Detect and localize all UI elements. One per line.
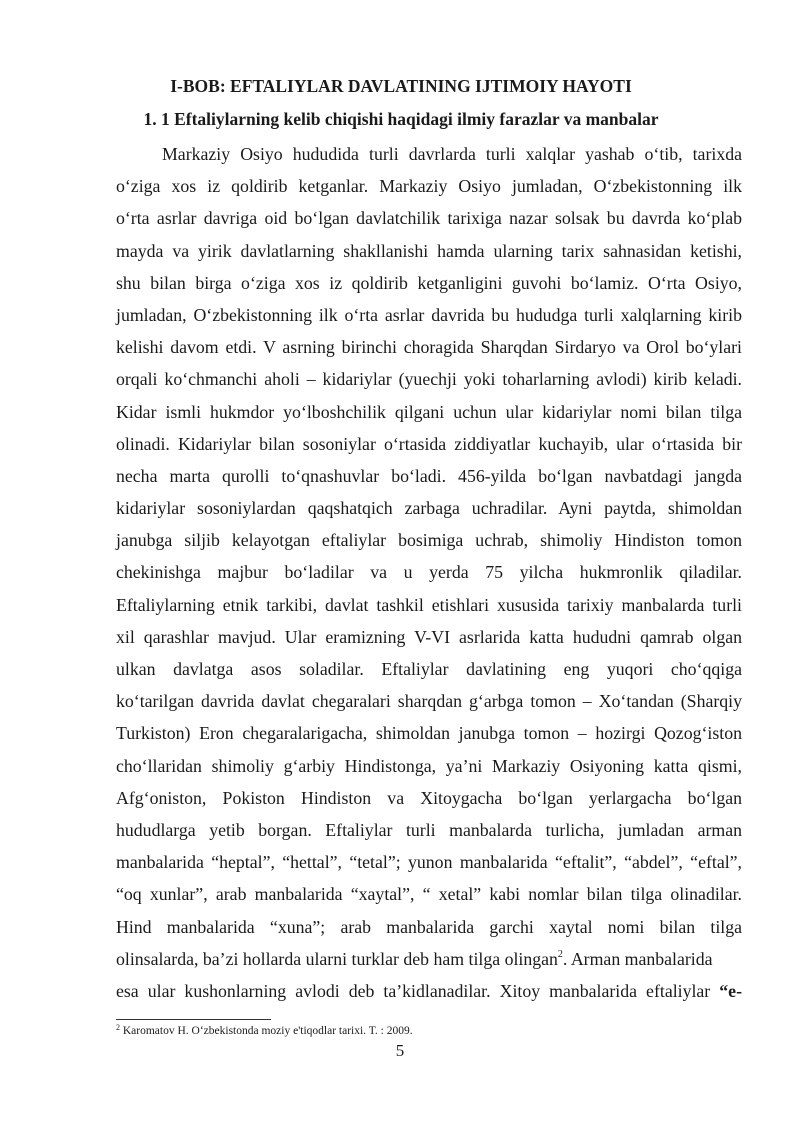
body-line: mayda va yirik davlatlarning shakllanishi hamda ularning tarix sahnasidan ketishi, xyxy=(116,240,742,261)
body-line: chekinishga majbur bo‘ladilar va u yerda 75 yilcha hukmronlik qiladilar. xyxy=(116,562,742,583)
body-line: ulkan davlatga asos soladilar. Eftaliylar davlatining eng yuqori cho‘qqiga xyxy=(116,659,742,679)
body-paragraph xyxy=(116,138,742,1007)
footnote-marker: 2 xyxy=(116,1023,120,1032)
body-line: kidariylar sosoniylardan qaqshatqich zarbaga uchradilar. Ayni paytda, shimoldan xyxy=(116,498,742,519)
body-line: ko‘tarilgan davrida davlat chegaralari sharqdan g‘arbga tomon – Xo‘tandan (Sharqiy xyxy=(116,691,742,712)
footnote xyxy=(116,1024,742,1038)
body-line: Hind manbalarida “xuna”; arab manbalarida garchi xaytal nomi bilan tilga xyxy=(116,916,742,937)
body-line: orqali ko‘chmanchi aholi – kidariylar (yuechji yoki toharlarning avlodi) kirib keladi. xyxy=(116,369,742,390)
line-27-bold: “e- xyxy=(719,980,742,1001)
body-line: kelishi davom etdi. V asrning birinchi choragida Sharqdan Sirdaryo va Orol bo‘ylari xyxy=(116,337,742,358)
footnote-text: Karomatov H. O‘zbekistonda moziy e'tiqodlar tarixi. T. : 2009. xyxy=(120,1025,413,1037)
body-line: o‘ziga xos iz qoldirib ketganlar. Markaziy Osiyo jumladan, O‘zbekistonning ilk xyxy=(116,176,742,197)
body-line: Afg‘oniston, Pokiston Hindiston va Xitoygacha bo‘lgan yerlargacha bo‘lgan xyxy=(116,787,742,808)
body-line: xil qarashlar mavjud. Ular eramizning V-VI asrlarida katta hududni qamrab olgan xyxy=(116,626,742,647)
body-line: o‘rta asrlar davriga oid bo‘lgan davlatchilik tarixiga nazar solsak bu davrda ko‘plab xyxy=(116,208,742,229)
line-26-text: olinsalarda, ba’zi hollarda ularni turklar deb ham tilga olingan xyxy=(116,948,558,969)
body-line: jumladan, O‘zbekistonning ilk o‘rta asrlar davrida bu hududga turli xalqlarning kirib xyxy=(116,304,742,325)
body-line: hududlarga yetib borgan. Eftaliylar turli manbalarda turlicha, jumladan arman xyxy=(116,819,742,840)
body-line: Turkiston) Eron chegaralarigacha, shimoldan janubga tomon – hozirgi Qozog‘iston xyxy=(116,723,742,744)
body-line: olinadi. Kidariylar bilan sosoniylar o‘rtasida ziddiyatlar kuchayib, ular o‘rtasida bir xyxy=(116,433,742,454)
body-line: cho‘llaridan shimoliy g‘arbiy Hindistonga, ya’ni Markaziy Osiyoning katta qismi, xyxy=(116,755,742,776)
body-line: necha marta qurolli to‘qnashuvlar bo‘ladi. 456-yilda bo‘lgan navbatdagi jangda xyxy=(116,465,742,486)
footnote-ref: 2 xyxy=(557,948,563,960)
footnote-divider xyxy=(116,1019,271,1020)
body-line: janubga siljib kelayotgan eftaliylar bosimiga uchrab, shimoliy Hindiston tomon xyxy=(116,530,742,551)
body-line: manbalarida “heptal”, “hettal”, “tetal”; yunon manbalarida “eftalit”, “abdel”, “eftal”, xyxy=(116,852,742,873)
body-line-27 xyxy=(116,975,742,1007)
chapter-title: I-BOB: EFTALIYLAR DAVLATINING IJTIMOIY HAYOTI xyxy=(170,76,632,96)
body-line: Markaziy Osiyo hududida turli davrlarda turli xalqlar yashab o‘tib, tarixda xyxy=(162,144,742,164)
line-26-after: . Arman manbalarida xyxy=(562,948,713,969)
body-line: Kidar ismli hukmdor yo‘lboshchilik qilgani uchun ular kidariylar nomi bilan tilga xyxy=(116,401,742,422)
page-number: 5 xyxy=(395,1041,405,1060)
body-line: shu bilan birga o‘ziga xos iz qoldirib ketganligini guvohi bo‘lamiz. O‘rta Osiyo, xyxy=(116,272,742,293)
line-27-text: esa ular kushonlarning avlodi deb ta’kidlanadilar. Xitoy manbalarida eftaliylar xyxy=(116,980,720,1001)
body-line: “oq xunlar”, arab manbalarida “xaytal”, “ xetal” kabi nomlar bilan tilga olinadilar. xyxy=(116,884,742,905)
body-line-26 xyxy=(116,943,742,975)
section-title: 1. 1 Eftaliylarning kelib chiqishi haqidagi ilmiy farazlar va manbalar xyxy=(143,109,659,129)
body-line: Eftaliylarning etnik tarkibi, davlat tashkil etishlari xususida tarixiy manbalarda turli xyxy=(116,594,742,615)
